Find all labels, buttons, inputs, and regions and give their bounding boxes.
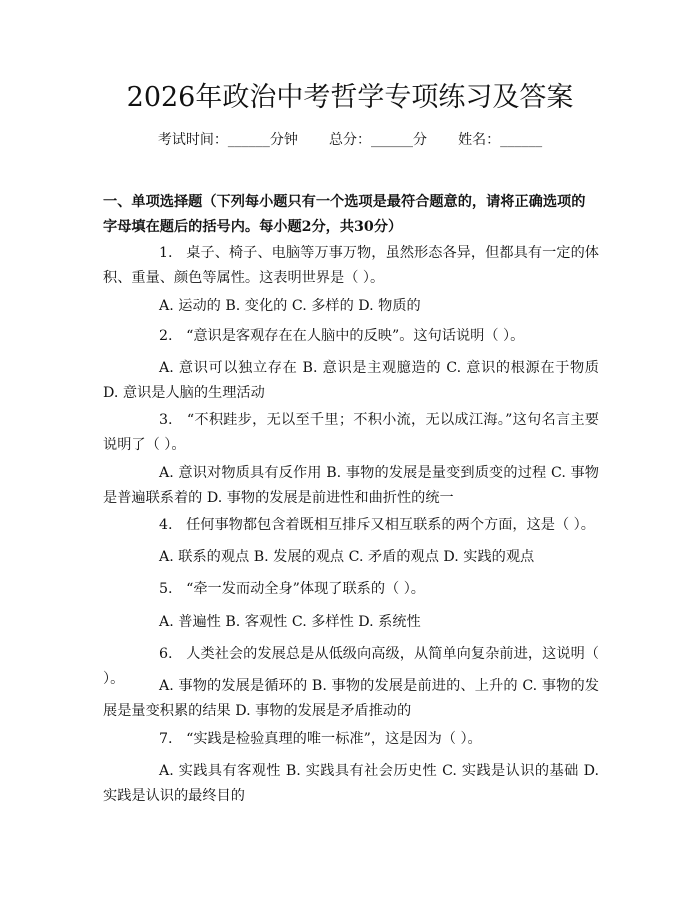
question-number: 3. — [159, 412, 173, 428]
total-score-field: 总分：______分 — [329, 132, 427, 148]
question-7-stem — [103, 727, 599, 752]
document-title: 2026年政治中考哲学专项练习及答案 — [126, 82, 574, 113]
question-1-stem — [103, 241, 599, 291]
question-5-stem — [103, 577, 599, 602]
question-3-options: A. 意识对物质具有反作用 B. 事物的发展是量变到质变的过程 C. 事物是普遍联系着的 D. 事物的发展是前进性和曲折性的统一 — [103, 465, 599, 506]
question-number: 1. — [159, 245, 173, 261]
question-1-options: A. 运动的 B. 变化的 C. 多样的 D. 物质的 — [159, 298, 421, 314]
question-3-stem — [103, 408, 599, 458]
question-7-options: A. 实践具有客观性 B. 实践具有社会历史性 C. 实践是认识的基础 D. 实践是认识的最终目的 — [103, 763, 599, 804]
question-2-stem — [103, 324, 599, 349]
question-text: 人类社会的发展总是从低级向高级，从简单向复杂前进，这说明（ ）。 — [103, 646, 599, 687]
exam-time-field: 考试时间：______分钟 — [157, 132, 298, 148]
question-number: 2. — [159, 328, 173, 344]
question-6-options: A. 事物的发展是循环的 B. 事物的发展是前进的、上升的 C. 事物的发展是量变积累的结果 D. 事物的发展是矛盾推动的 — [103, 678, 599, 719]
student-name-field: 姓名：______ — [458, 132, 543, 148]
exam-info-line — [0, 128, 700, 152]
question-text: “牵一发而动全身”体现了联系的（ ）。 — [186, 581, 425, 597]
question-text: 桌子、椅子、电脑等万事万物，虽然形态各异，但都具有一定的体积、重量、颜色等属性。这表明世界是（ ）。 — [103, 245, 599, 286]
question-2-options: A. 意识可以独立存在 B. 意识是主观臆造的 C. 意识的根源在于物质 D. 意识是人脑的生理活动 — [103, 360, 599, 401]
question-text: “不积跬步，无以至千里；不积小流，无以成江海。”这句名言主要说明了（ ）。 — [103, 412, 599, 453]
question-4-options: A. 联系的观点 B. 发展的观点 C. 矛盾的观点 D. 实践的观点 — [159, 549, 535, 565]
question-4-stem — [103, 513, 599, 538]
question-number: 7. — [159, 731, 173, 747]
question-number: 5. — [159, 581, 173, 597]
question-number: 6. — [159, 646, 173, 662]
question-number: 4. — [159, 517, 173, 533]
section-heading: 一、单项选择题（下列每小题只有一个选项是最符合题意的，请将正确选项的字母填在题后的括号内。每小题2分，共30分） — [103, 194, 586, 235]
question-text: 任何事物都包含着既相互排斥又相互联系的两个方面，这是（ ）。 — [186, 517, 595, 533]
question-text: “实践是检验真理的唯一标准”，这是因为（ ）。 — [186, 731, 482, 747]
question-5-options: A. 普遍性 B. 客观性 C. 多样性 D. 系统性 — [159, 614, 421, 630]
question-text: “意识是客观存在在人脑中的反映”。这句话说明（ ）。 — [186, 328, 525, 344]
